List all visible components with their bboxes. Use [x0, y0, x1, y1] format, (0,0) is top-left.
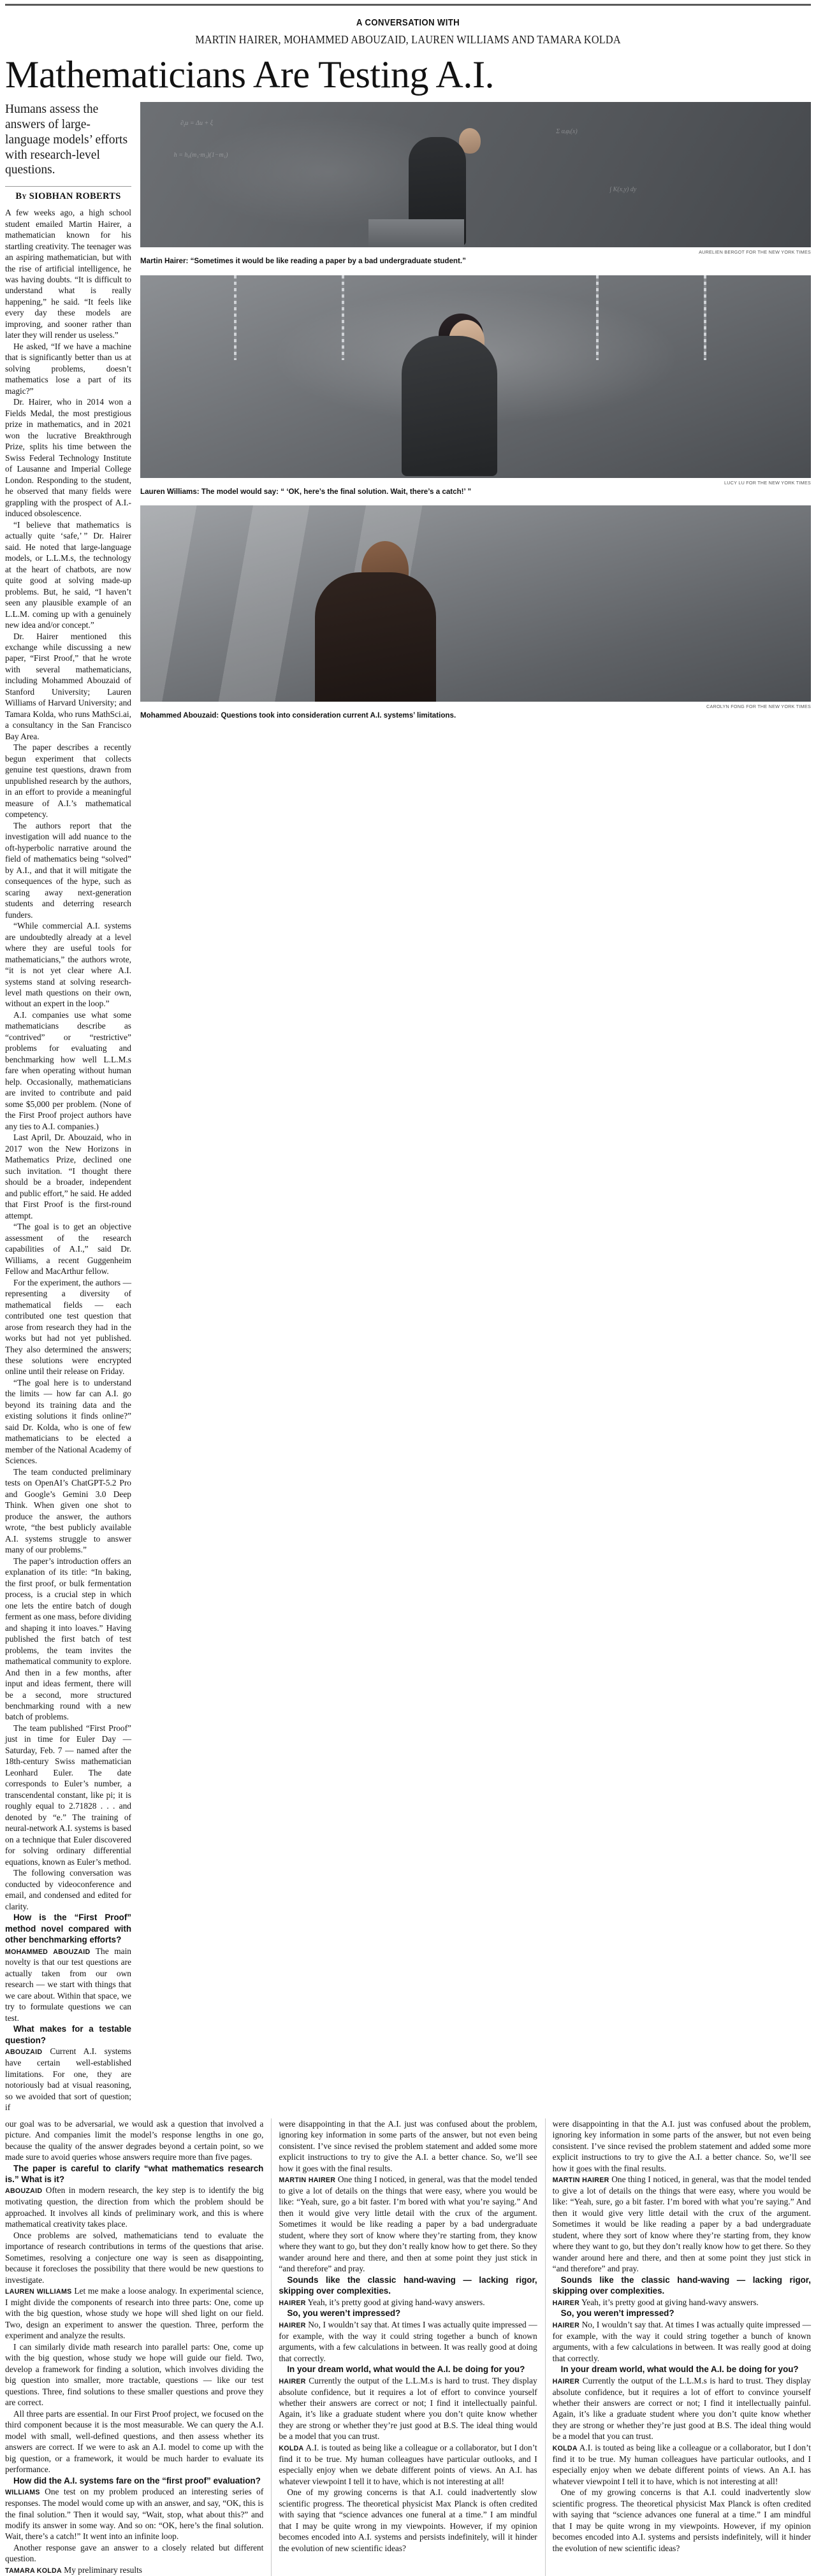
body-paragraph: “The goal is to get an objective assessment of the research capabilities of A.I.,” said Dr. Williams, a recent Guggenheim Fellow and MacArthur fellow. — [5, 1222, 131, 1277]
answer-paragraph — [553, 2174, 811, 2275]
answer-text: Yeah, it’s pretty good at giving hand-wavy answers. — [581, 2297, 759, 2307]
body-paragraph: A few weeks ago, a high school student emailed Martin Hairer, a mathematician known for his startling creativity. The teenager was an aspiring mathematician, but with the rise of artificial intelligence, he was having doubts. “It is difficult to understand what is really happening,” he said. “It feels like every day these models are improving, and sooner rather than later they will render us useless.” — [5, 208, 131, 340]
question-heading: So, you weren’t impressed? — [560, 2308, 674, 2319]
answer-paragraph — [279, 2297, 537, 2308]
speaker-name: ABOUZAID — [5, 2187, 43, 2196]
body-paragraph: “While commercial A.I. systems are undoubtedly already at a level where they are useful tools for mathematicians,” the authors wrote, “it is not yet clear where A.I. systems stand at solving research-level math questions on their own, without an expert in the loop.” — [5, 921, 131, 1009]
speaker-name: MARTIN HAIRER — [552, 2176, 609, 2184]
body-paragraph: The team published “First Proof” just in time for Euler Day — Saturday, Feb. 7 — named after the 18th-century Swiss mathematician Leonhard Euler. The date corresponds to Euler’s number, a transcendental constant, like pi; it is roughly equal to 2.71828 . . . and denoted by “e.” The training of neural-network A.I. systems is based on a technique that Euler discovered for solving ordinary differential equations, known as Euler’s method. — [5, 1723, 131, 1867]
chain-decor — [342, 275, 344, 361]
conversation-names: MARTIN HAIRER, MOHAMMED ABOUZAID, LAUREN WILLIAMS AND TAMARA KOLDA — [195, 33, 621, 46]
column-lower-one — [5, 2118, 263, 2576]
byline — [5, 191, 131, 202]
answer-text: No, I wouldn’t say that. At times I was actually quite impressed — for example, with the way it could string together a bunch of known arguments, with a few calculations in between. It was really good at doing that correctly. — [552, 2319, 811, 2363]
photo-subject-body — [402, 336, 497, 476]
photo-caption: Mohammed Abouzaid: Questions took into consideration current A.I. systems’ limitations. — [140, 711, 456, 720]
body-paragraph: Dr. Hairer, who in 2014 won a Fields Medal, the most prestigious prize in mathematics, and in 2021 won the lucrative Breakthrough Prize, splits his time between the Swiss Federal Technology Institute of Lausanne and Imperial College London. Responding to the student, he observed that many fields were grappling with the prospect of A.I.-induced obsolescence. — [5, 397, 131, 519]
body-paragraph: He asked, “If we have a machine that is significantly better than us at solving problems, doesn’t mathematics lose a part of its magic?” — [5, 341, 131, 396]
question-heading: In your dream world, what would the A.I. be doing for you? — [560, 2364, 799, 2375]
speaker-name: KOLDA — [552, 2444, 578, 2452]
body-paragraph: The following conversation was conducted by videoconference and email, and condensed and edited for clarity. — [5, 1868, 131, 1911]
photo-hairer — [140, 102, 811, 247]
speaker-name: HAIRER — [279, 2377, 306, 2385]
chain-decor — [704, 275, 706, 361]
body-paragraph: I can similarly divide math research into parallel parts: One, come up with the big question, whose study we hope will guide our field. Two, develop a framework for finding a solution, which involves dividing the big question into smaller, more tractable, questions — like our test questions. Three, find solutions to these smaller questions and prove they are correct. — [5, 2341, 264, 2408]
answer-text: One thing I noticed, in general, was that the model tended to give a lot of details on the things that were easy, where you would be like: “Yeah, sure, go a bit faster. I’m bored with what you’re saying.” And then it would give very little detail with the crux of the argument. Sometimes it would be like reading a paper by a bad undergraduate student, where they sort of know where they’re starting from, they know where they want to go, but they don’t really know how to get there. So they wander around here and there, and then at some point they just stick in “and therefore” and pray. — [552, 2174, 811, 2274]
answer-paragraph — [279, 2442, 537, 2487]
photo-stack — [140, 102, 811, 2113]
column-one — [5, 102, 131, 2113]
answer-text: A.I. is touted as being like a colleague or a collaborator, but I don’t find it to be true. My human colleagues have particular outlooks, and I especially enjoy when we debate different points of views. An A.I. has whatever viewpoint I tell it to have, which is not interesting at all! — [552, 2442, 812, 2486]
speaker-name: HAIRER — [279, 2299, 306, 2307]
chain-decor — [234, 275, 237, 361]
body-paragraph: The team conducted preliminary tests on OpenAI’s ChatGPT-5.2 Pro and Google’s Gemini 3.0 Deep Think. When given one shot to produce the answer, the authors wrote, “the best publicly available A.I. systems struggle to answer many of our problems.” — [5, 1466, 131, 1555]
photo-block-williams — [140, 275, 811, 504]
upper-section — [5, 102, 811, 2113]
body-paragraph: The paper describes a recently begun experiment that collects genuine test questions, drawn from unpublished research by the authors, in an effort to provide a meaningful measure of A.I.’s mathematical competency. — [5, 742, 131, 820]
answer-text: Currently the output of the L.L.M.s is hard to trust. They display absolute confidence, but it requires a lot of effort to convince yourself whether their answers are correct or not; I find it intellectually painful. Again, it’s like a graduate student where you don’t quite know whether they are strong or whether they’re just good at B.S. The ideal thing would be a model that you can trust. — [279, 2375, 537, 2442]
answer-paragraph — [553, 2319, 811, 2364]
body-paragraph: One of my growing concerns is that A.I. could inadvertently slow scientific progress. The theoretical physicist Max Planck is often credited with saying that “science advances one funeral at a time.” I am mindful that I may be quite wrong in my viewpoints. However, if my opinion becomes encoded into A.I. systems and persists indefinitely, will it hinder the evolution of new scientific ideas? — [552, 2487, 811, 2553]
photo-podium — [368, 219, 464, 247]
photo-credit: AURELIEN BERGOT FOR THE NEW YORK TIMES — [699, 249, 811, 256]
body-paragraph: “I believe that mathematics is actually quite ‘safe,’ ” Dr. Hairer said. He noted that large-language models, or L.L.M.s, the technology at the heart of chatbots, are now quite good at solving made-up problems. But, he said, “I haven’t seen any plausible example of an L.L.M. coming up with a genuinely new idea and/or concept.” — [5, 519, 131, 630]
answer-text: One test on my problem produced an interesting series of responses. The model would come up with an answer, and say, “OK, this is the final solution.” Then it would say, “Wait, stop, what about this?” and modify its answer in some way. And so on: “OK, here’s the final solution. Wait, there’s a catch!” It went into an infinite loop. — [5, 2487, 264, 2542]
answer-paragraph — [553, 2442, 811, 2487]
body-paragraph: For the experiment, the authors — representing a diversity of mathematical fields — each contributed one test question that arose from research they had in the works but had not yet published. They also determined the answers; these solutions were encrypted online until their release on Friday. — [5, 1277, 131, 1377]
speaker-name: MARTIN HAIRER — [279, 2176, 336, 2184]
question-heading: How did the A.I. systems fare on the “first proof” evaluation? — [13, 2475, 261, 2486]
answer-paragraph — [279, 2319, 537, 2364]
lower-section — [5, 2118, 811, 2576]
body-paragraph: our goal was to be adversarial, we would ask a question that involved a picture. And companies limit the model’s response lengths in one go, because the quality of the answer degrades beyond a certain point, so we made sure to avoid queries whose answers require more than five pages. — [5, 2118, 264, 2162]
answer-text: Current A.I. systems have certain well-established limitations. For one, they are notoriously bad at visual reasoning, so we avoided that sort of question; if — [5, 2046, 131, 2113]
answer-paragraph — [5, 2486, 263, 2542]
body-paragraph: Once problems are solved, mathematicians tend to evaluate the importance of research contributions in terms of the questions that arise. Sometimes, resolving a conjecture one way is seen as disappointing, because it forecloses the possibility that there would be new questions to investigate. — [5, 2230, 264, 2285]
body-paragraph: The paper’s introduction offers an explanation of its title: “In baking, the first proof, or bulk fermentation process, is a crucial step in which one lets the entire batch of dough ferment as one mass, before dividing and shaping it into loaves.” Having published the first batch of test problems, the team invites the mathematical community to explore. And then in a few months, after input and ideas ferment, there will be a second, more structured benchmarking round with a new batch of problems. — [5, 1556, 131, 1722]
blackboard-equation: $\partial_tu = \Delta u + \xi$ — [180, 119, 214, 128]
answer-text: Often in modern research, the key step is to identify the big motivating question, the direction from which the problem should be approached. It involves all kinds of preliminary work, and this is where mathematical creativity takes place. — [5, 2185, 264, 2229]
body-paragraph: All three parts are essential. In our First Proof project, we focused on the third component because it is the most measurable. We can query the A.I. model with small, well-defined questions, and then assess whether its answers are correct. If we were to ask an A.I. model to come up with the big question, or a framework, it would be much harder to evaluate its performance. — [5, 2408, 264, 2475]
page-title: Mathematicians Are Testing A.I. — [5, 54, 495, 96]
speaker-name: HAIRER — [279, 2321, 306, 2329]
body-paragraph: were disappointing in that the A.I. just was confused about the problem, ignoring key information in some parts of the answer, but not even being consistent. I’ve since revised the problem statement and added some more explicit instructions to try to give the A.I. a better chance. So, we’ll see how it goes with the final results. — [279, 2118, 537, 2173]
photo-block-hairer — [140, 102, 811, 273]
answer-text: Yeah, it’s pretty good at giving hand-wavy answers. — [307, 2297, 485, 2307]
column-lower-three — [553, 2118, 811, 2576]
question-heading: The paper is careful to clarify “what mathematics research is.” What is it? — [5, 2163, 264, 2184]
answer-text: No, I wouldn’t say that. At times I was actually quite impressed — for example, with the way it could string together a bunch of known arguments, with a few calculations in between. It was really good at doing that correctly. — [279, 2319, 537, 2363]
speaker-name: LAUREN WILLIAMS — [5, 2288, 72, 2296]
photo-williams — [140, 275, 811, 478]
speaker-name: HAIRER — [552, 2321, 580, 2329]
body-paragraph: Another response gave an answer to a closely related but different question. — [5, 2542, 264, 2564]
answer-text: A.I. is touted as being like a colleague or a collaborator, but I don’t find it to be true. My human colleagues have particular outlooks, and I especially enjoy when we debate different points of views. An A.I. has whatever viewpoint I tell it to have, which is not interesting at all! — [279, 2442, 537, 2486]
question-heading: Sounds like the classic hand-waving — lacking rigor, skipping over complexities. — [552, 2275, 811, 2296]
photo-abouzaid — [140, 505, 811, 702]
chain-decor — [596, 275, 599, 361]
kicker: A CONVERSATION WITH — [356, 17, 460, 28]
question-heading: What makes for a testable question? — [5, 2024, 131, 2045]
top-rule — [5, 4, 811, 6]
body-paragraph: The authors report that the investigation will add nuance to the oft-hyperbolic narrative around the field of mathematics being “solved” by A.I., and that it will mitigate the consequences of the hype, such as scaring away next-generation students and deterring research funders. — [5, 820, 131, 920]
column-lower-two — [279, 2118, 537, 2576]
answer-text: One thing I noticed, in general, was that the model tended to give a lot of details on the things that were easy, where you would be like: “Yeah, sure, go a bit faster. I’m bored with what you’re saying.” And then it would give very little detail with the crux of the argument. Sometimes it would be like reading a paper by a bad undergraduate student, where they sort of know where they’re starting from, they know where they want to go, but they don’t really know how to get there. So they wander around here and there, and then at some point they just stick in “and therefore” and pray. — [279, 2174, 537, 2274]
speaker-name: TAMARA KOLDA — [5, 2566, 62, 2575]
photo-caption: Lauren Williams: The model would say: “ ‘OK, here’s the final solution. Wait, there’s a catch!’ ” — [140, 487, 472, 496]
photo-credit: LUCY LU FOR THE NEW YORK TIMES — [724, 479, 811, 486]
photo-credit: CAROLYN FONG FOR THE NEW YORK TIMES — [706, 704, 811, 710]
speaker-name: MOHAMMED ABOUZAID — [5, 1948, 91, 1956]
answer-paragraph — [5, 2046, 131, 2113]
byline-text: By SIOBHAN ROBERTS — [15, 191, 121, 202]
answer-paragraph — [5, 1946, 131, 2024]
deck: Humans assess the answers of large-language models’ efforts with research-level questions. — [5, 103, 128, 177]
answer-text: The main novelty is that our test questions are actually taken from our own research — we start with things that we care about. Within that space, we try to formulate questions we can test. — [5, 1946, 131, 2023]
body-paragraph: One of my growing concerns is that A.I. could inadvertently slow scientific progress. The theoretical physicist Max Planck is often credited with saying that “science advances one funeral at a time.” I am mindful that I may be quite wrong in my viewpoints. However, if my opinion becomes encoded into A.I. systems and persists indefinitely, will it hinder the evolution of new scientific ideas? — [279, 2487, 537, 2553]
answer-paragraph — [279, 2375, 537, 2442]
speaker-name: KOLDA — [279, 2444, 304, 2452]
answer-paragraph — [5, 2285, 263, 2341]
body-paragraph: A.I. companies use what some mathematicians describe as “contrived” or “restrictive” problems for evaluating and benchmarking how well L.L.M.s fare when operating without human help. Occasionally, mathematicians are invited to contribute and paid some $5,000 per problem. (None of the First Proof project authors have any ties to A.I. companies.) — [5, 1009, 131, 1131]
answer-paragraph — [5, 2185, 263, 2229]
speaker-name: WILLIAMS — [5, 2489, 40, 2497]
question-heading: In your dream world, what would the A.I. be doing for you? — [287, 2364, 525, 2375]
body-paragraph: “The goal here is to understand the limits — how far can A.I. go beyond its training data and the existing solutions it finds online?” said Dr. Kolda, who is one of few mathematicians to be elected a member of the National Academy of Sciences. — [5, 1377, 131, 1466]
speaker-name: HAIRER — [552, 2299, 580, 2307]
body-paragraph: Dr. Hairer mentioned this exchange while discussing a new paper, “First Proof,” that he wrote with several mathematicians, including Mohammed Abouzaid of Stanford University; Lauren Williams of Harvard University; and Tamara Kolda, who runs MathSci.ai, a consultancy in the San Francisco Bay Area. — [5, 631, 131, 741]
answer-text: My preliminary results — [64, 2565, 143, 2575]
answer-paragraph — [5, 2565, 263, 2576]
speaker-name: ABOUZAID — [5, 2048, 43, 2057]
question-heading: How is the “First Proof” method novel compared with other benchmarking efforts? — [5, 1913, 131, 1945]
answer-text: Currently the output of the L.L.M.s is hard to trust. They display absolute confidence, but it requires a lot of effort to convince yourself whether their answers are correct or not; I find it intellectually painful. Again, it’s like a graduate student where you don’t quite know whether they are strong or whether they’re just good at B.S. The ideal thing would be a model that you can trust. — [552, 2375, 811, 2442]
body-paragraph: Last April, Dr. Abouzaid, who in 2017 won the New Horizons in Mathematics Prize, declined one such invitation. “I thought there should be a broader, independent and public effort,” he said. He added that First Proof is the first-round attempt. — [5, 1132, 131, 1220]
photo-caption: Martin Hairer: “Sometimes it would be like reading a paper by a bad undergraduate student.” — [140, 257, 466, 266]
blackboard-equation: h = h₀(m₁·m₂)(1−m₁) — [173, 151, 228, 159]
photo-block-abouzaid — [140, 505, 811, 728]
blackboard-equation: Σ αᵢφᵢ(x) — [556, 128, 578, 136]
speaker-name: HAIRER — [552, 2377, 580, 2385]
question-heading: Sounds like the classic hand-waving — lacking rigor, skipping over complexities. — [279, 2275, 537, 2296]
newspaper-page — [0, 4, 816, 2575]
question-heading: So, you weren’t impressed? — [287, 2308, 401, 2319]
byline-rule — [5, 186, 131, 187]
answer-paragraph — [553, 2297, 811, 2308]
answer-text: Let me make a loose analogy. In experimental science, I might divide the components of research into three parts: One, come up with the big question, whose study we hope will shed light on our field. Two, design an experiment to answer the question. Three, perform the experiment and analyze the results. — [5, 2286, 264, 2341]
blackboard-equation: ∫ K(x,y) dy — [609, 186, 637, 194]
answer-paragraph — [279, 2174, 537, 2275]
photo-subject-body — [315, 572, 436, 702]
answer-paragraph — [553, 2375, 811, 2442]
body-paragraph: were disappointing in that the A.I. just was confused about the problem, ignoring key information in some parts of the answer, but not even being consistent. I’ve since revised the problem statement and added some more explicit instructions to try to give the A.I. a better chance. So, we’ll see how it goes with the final results. — [552, 2118, 811, 2173]
